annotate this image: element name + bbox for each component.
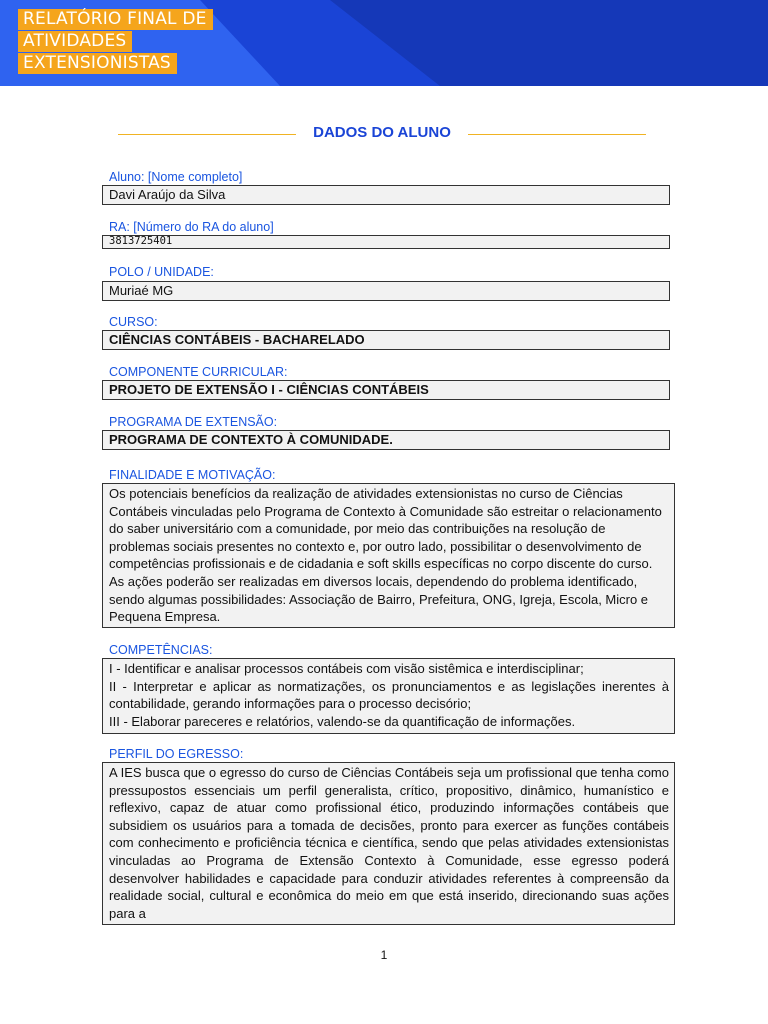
perfil-label: PERFIL DO EGRESSO: (109, 747, 244, 761)
page-number: 1 (380, 948, 388, 962)
polo-field[interactable]: Muriaé MG (102, 281, 670, 301)
ra-field[interactable]: 3813725401 (102, 235, 670, 249)
finalidade-label: FINALIDADE E MOTIVAÇÃO: (109, 468, 276, 482)
section-title: DADOS DO ALUNO (313, 124, 451, 141)
competencia-item: II - Interpretar e aplicar as normatizações, os pronunciamentos e as legislações inerentes à contabilidade, gerando informações para o processo decisório; (109, 678, 669, 711)
finalidade-field[interactable]: Os potenciais benefícios da realização de atividades extensionistas no curso de Ciências Contábeis vinculadas pelo Programa de Contexto à Comunidade são estreitar o relacionamento do saber universitário com a comunidade, por meio das contribuições na resolução de problemas sociais presentes no contexto e, por outro lado, possibilitar o desenvolvimento de competências profissionais e de cidadania e soft skills específicas no corpo discente do curso. As ações poderão ser realizadas em diversos locais, dependendo do problema identificado, sendo algumas possibilidades: Associação de Bairro, Prefeitura, ONG, Igreja, Escola, Micro e Pequena Empresa. (102, 483, 675, 628)
componente-label: COMPONENTE CURRICULAR: (109, 365, 288, 379)
programa-field[interactable]: PROGRAMA DE CONTEXTO À COMUNIDADE. (102, 430, 670, 450)
competencia-item: III - Elaborar pareceres e relatórios, valendo-se da quantificação de informações. (109, 713, 576, 729)
report-title (18, 9, 213, 75)
section-rule-right (468, 134, 646, 135)
componente-field[interactable]: PROJETO DE EXTENSÃO I - CIÊNCIAS CONTÁBEIS (102, 380, 670, 400)
programa-label: PROGRAMA DE EXTENSÃO: (109, 415, 278, 429)
report-title-line: RELATÓRIO FINAL DE (18, 9, 213, 30)
competencia-item: I - Identificar e analisar processos contábeis com visão sistêmica e interdisciplinar; (109, 661, 584, 676)
perfil-field[interactable]: A IES busca que o egresso do curso de Ciências Contábeis seja um profissional que tenha como pressupostos essenciais um perfil generalista, crítico, propositivo, dinâmico, humanístico e reflexivo, capaz de atuar como profissional ético, produzindo informações contábeis que subsidiem os usuários para a tomada de decisões, pronto para exercer as funções contábeis com conhecimento e proficiência técnica e científica, sendo que pelas atividades extensionistas vinculadas ao Programa de Extensão Contexto à Comunidade, esse egresso poderá desenvolver habilidades e capacidade para conduzir atividades referentes à compreensão da realidade social, cultural e econômica do meio em que está inserido, direcionando suas ações para a (102, 762, 675, 925)
competencias-field[interactable] (102, 658, 675, 734)
polo-label: POLO / UNIDADE: (109, 265, 214, 279)
report-title-line: ATIVIDADES (18, 31, 132, 52)
aluno-label: Aluno: [Nome completo] (109, 170, 243, 184)
competencias-label: COMPETÊNCIAS: (109, 643, 213, 657)
aluno-field[interactable]: Davi Araújo da Silva (102, 185, 670, 205)
report-title-line: EXTENSIONISTAS (18, 53, 177, 74)
curso-field[interactable]: CIÊNCIAS CONTÁBEIS - BACHARELADO (102, 330, 670, 350)
ra-label: RA: [Número do RA do aluno] (109, 220, 274, 234)
section-header (118, 120, 646, 148)
curso-label: CURSO: (109, 315, 158, 329)
header-banner (0, 0, 768, 86)
